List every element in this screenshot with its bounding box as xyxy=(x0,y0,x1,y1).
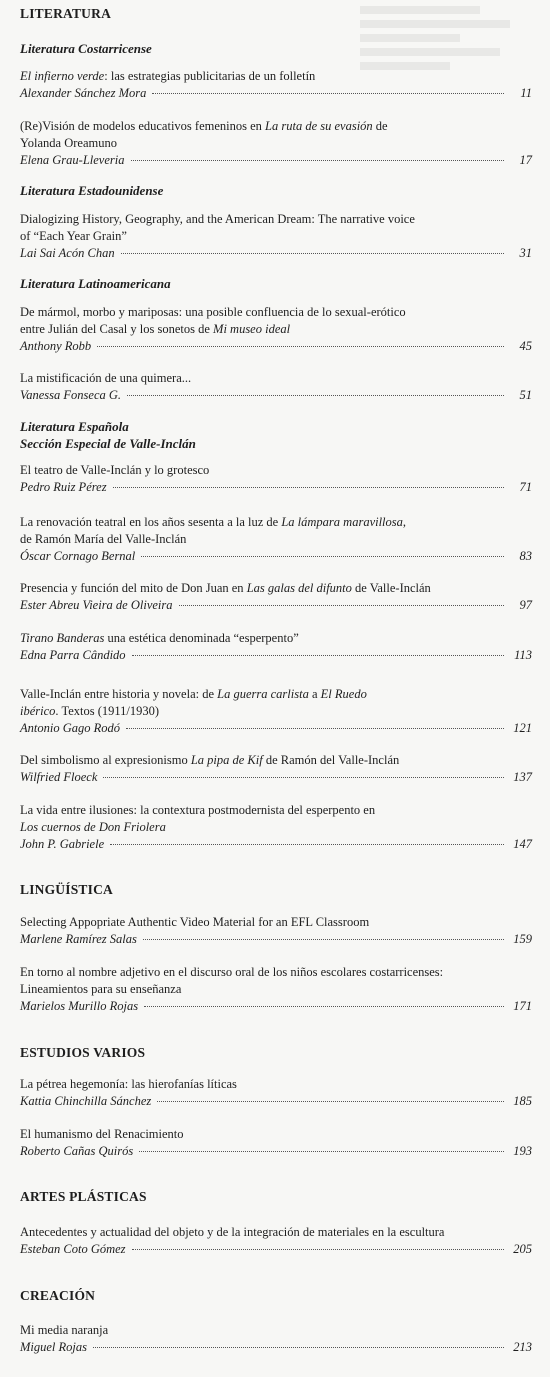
toc-entry[interactable] xyxy=(20,1224,532,1258)
dot-leader xyxy=(97,346,504,347)
entry-title: El teatro de Valle-Inclán y lo grotesco xyxy=(20,463,210,477)
dot-leader xyxy=(143,939,504,940)
toc-entry[interactable] xyxy=(20,686,532,737)
entry-title: Dialogizing History, Geography, and the American Dream: The narrative voice xyxy=(20,212,415,226)
dot-leader xyxy=(131,160,505,161)
dot-leader xyxy=(179,605,504,606)
toc-entry[interactable] xyxy=(20,370,532,404)
section-title-creacion: CREACIÓN xyxy=(20,1288,96,1303)
entry-title-continued: ibérico. Textos (1911/1930) xyxy=(20,704,160,718)
dot-leader xyxy=(121,253,504,254)
entry-author: Wilfried Floeck xyxy=(20,770,98,784)
entry-page: 83 xyxy=(519,549,532,563)
dot-leader xyxy=(113,487,504,488)
dot-leader xyxy=(132,1249,504,1250)
dot-leader xyxy=(127,395,504,396)
dot-leader xyxy=(141,556,504,557)
entry-title: Selecting Appopriate Authentic Video Material for an EFL Classroom xyxy=(20,915,370,929)
toc-entry[interactable] xyxy=(20,462,532,496)
entry-page: 185 xyxy=(513,1094,532,1108)
entry-title: (Re)Visión de modelos educativos femeninos en La ruta de su evasión de xyxy=(20,119,388,133)
toc-entry[interactable] xyxy=(20,1322,532,1356)
section-title-estudios-varios: ESTUDIOS VARIOS xyxy=(20,1045,146,1060)
entry-title: De mármol, morbo y mariposas: una posible confluencia de lo sexual-erótico xyxy=(20,305,406,319)
entry-title: Mi media naranja xyxy=(20,1323,109,1337)
entry-author: Pedro Ruiz Pérez xyxy=(20,480,107,494)
dot-leader xyxy=(93,1347,504,1348)
entry-page: 51 xyxy=(519,388,532,402)
entry-title: La pétrea hegemonía: las hierofanías líticas xyxy=(20,1077,237,1091)
entry-title: La renovación teatral en los años sesenta a la luz de La lámpara maravillosa, xyxy=(20,515,407,529)
entry-title: Antecedentes y actualidad del objeto y de la integración de materiales en la escultura xyxy=(20,1225,445,1239)
entry-page: 205 xyxy=(513,1242,532,1256)
toc-entry[interactable] xyxy=(20,1126,532,1160)
entry-author: John P. Gabriele xyxy=(20,837,105,851)
entry-page: 31 xyxy=(519,246,532,260)
entry-title: La mistificación de una quimera... xyxy=(20,371,192,385)
subsection-title-estadounidense: Literatura Estadounidense xyxy=(20,183,164,198)
dot-leader xyxy=(139,1151,504,1152)
entry-page: 113 xyxy=(514,648,532,662)
toc-entry[interactable] xyxy=(20,752,532,786)
entry-author: Elena Grau-Lleveria xyxy=(20,153,125,167)
entry-page: 171 xyxy=(513,999,532,1013)
section-title-artes-plasticas: ARTES PLÁSTICAS xyxy=(20,1189,147,1204)
entry-author: Óscar Cornago Bernal xyxy=(20,549,136,563)
subsection-title-espanola: Literatura Española Sección Especial de Valle-Inclán xyxy=(20,419,196,451)
entry-author: Marielos Murillo Rojas xyxy=(20,999,139,1013)
entry-author: Roberto Cañas Quirós xyxy=(20,1144,134,1158)
entry-author: Edna Parra Cândido xyxy=(20,648,126,662)
entry-page: 213 xyxy=(513,1340,532,1354)
entry-title: Presencia y función del mito de Don Juan en Las galas del difunto de Valle-Inclán xyxy=(20,581,431,595)
entry-author: Lai Sai Acón Chan xyxy=(20,246,115,260)
section-title-linguistica: LINGÜÍSTICA xyxy=(20,882,113,897)
entry-page: 121 xyxy=(513,721,532,735)
toc-entry[interactable] xyxy=(20,580,532,614)
subsection-title-latinoamericana: Literatura Latinoamericana xyxy=(20,276,171,291)
dot-leader xyxy=(144,1006,504,1007)
subsection-title-valle-inclan: Sección Especial de Valle-Inclán xyxy=(20,436,196,451)
entry-page: 193 xyxy=(513,1144,532,1158)
entry-page: 159 xyxy=(513,932,532,946)
dot-leader xyxy=(103,777,504,778)
toc-entry[interactable] xyxy=(20,964,532,1015)
entry-page: 45 xyxy=(519,339,532,353)
entry-page: 147 xyxy=(513,837,532,851)
entry-title: Valle-Inclán entre historia y novela: de La guerra carlista a El Ruedo xyxy=(20,687,367,701)
dot-leader xyxy=(157,1101,504,1102)
entry-title-continued: Lineamientos para su enseñanza xyxy=(20,982,182,996)
toc-entry[interactable] xyxy=(20,514,532,565)
entry-title: En torno al nombre adjetivo en el discurso oral de los niños escolares costarricenses: xyxy=(20,965,444,979)
entry-page: 137 xyxy=(513,770,532,784)
entry-title: La vida entre ilusiones: la contextura postmodernista del esperpento en xyxy=(20,803,376,817)
entry-author: Esteban Coto Gómez xyxy=(20,1242,126,1256)
entry-author: Miguel Rojas xyxy=(20,1340,88,1354)
entry-author: Anthony Robb xyxy=(20,339,92,353)
toc-entry[interactable] xyxy=(20,914,532,948)
entry-title-continued: Yolanda Oreamuno xyxy=(20,136,117,150)
dot-leader xyxy=(132,655,504,656)
entry-author: Kattia Chinchilla Sánchez xyxy=(20,1094,152,1108)
entry-title-continued: de Ramón María del Valle-Inclán xyxy=(20,532,187,546)
toc-entry[interactable] xyxy=(20,68,532,102)
entry-page: 71 xyxy=(519,480,532,494)
entry-author: Antonio Gago Rodó xyxy=(20,721,120,735)
subsection-title-costarricense: Literatura Costarricense xyxy=(20,41,152,56)
entry-author: Alexander Sánchez Mora xyxy=(20,86,147,100)
entry-title: Tirano Banderas una estética denominada “esperpento” xyxy=(20,631,299,645)
entry-page: 97 xyxy=(519,598,532,612)
toc-entry[interactable] xyxy=(20,118,532,169)
entry-author: Marlene Ramírez Salas xyxy=(20,932,137,946)
dot-leader xyxy=(126,728,504,729)
toc-entry[interactable] xyxy=(20,802,532,853)
entry-author: Vanessa Fonseca G. xyxy=(20,388,122,402)
toc-entry[interactable] xyxy=(20,630,532,664)
entry-title-continued: entre Julián del Casal y los sonetos de Mi museo ideal xyxy=(20,322,291,336)
entry-title: El infierno verde: las estrategias publicitarias de un folletín xyxy=(20,69,316,83)
section-title-literatura: LITERATURA xyxy=(20,6,112,21)
toc-entry[interactable] xyxy=(20,304,532,355)
entry-title-continued: Los cuernos de Don Friolera xyxy=(20,820,166,834)
dot-leader xyxy=(152,93,504,94)
toc-entry[interactable] xyxy=(20,1076,532,1110)
entry-title: El humanismo del Renacimiento xyxy=(20,1127,184,1141)
entry-page: 11 xyxy=(520,86,532,100)
entry-title-continued: of “Each Year Grain” xyxy=(20,229,127,243)
entry-title: Del simbolismo al expresionismo La pipa de Kif de Ramón del Valle-Inclán xyxy=(20,753,400,767)
entry-page: 17 xyxy=(519,153,532,167)
dot-leader xyxy=(110,844,504,845)
entry-author: Ester Abreu Vieira de Oliveira xyxy=(20,598,173,612)
toc-entry[interactable] xyxy=(20,211,532,262)
